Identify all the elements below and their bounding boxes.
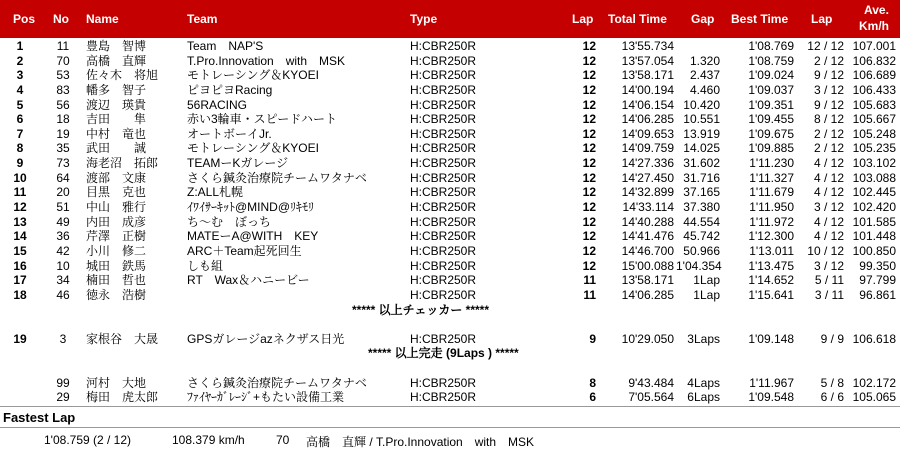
cell-no: 46	[56, 287, 70, 302]
cell-no: 83	[56, 82, 70, 97]
cell-team: RT Wax＆ハニービー	[187, 273, 310, 288]
table-row	[0, 200, 900, 215]
finished-separator: ***** 以上完走 (9Laps ) *****	[368, 346, 519, 361]
cell-gap: 37.165	[683, 185, 720, 200]
cell-no: 53	[56, 68, 70, 83]
cell-team: Team NAP'S	[187, 39, 264, 53]
cell-name: 河村 大地	[86, 375, 147, 390]
cell-no: 29	[56, 390, 70, 405]
cell-no: 34	[56, 273, 70, 288]
cell-no: 99	[56, 375, 70, 390]
cell-laps: 11	[583, 273, 596, 288]
cell-gap: 1.320	[689, 53, 720, 68]
cell-no: 19	[56, 126, 70, 141]
cell-total-time: 14'41.476	[621, 229, 674, 244]
cell-best-time: 1'11.230	[749, 156, 794, 171]
cell-avg-speed: 102.445	[852, 185, 896, 200]
cell-type: H:CBR250R	[410, 141, 477, 156]
cell-type: H:CBR250R	[410, 258, 477, 273]
cell-laps: 12	[582, 170, 596, 185]
cell-type: H:CBR250R	[410, 97, 477, 112]
cell-type: H:CBR250R	[410, 126, 477, 141]
cell-laps: 12	[582, 112, 596, 127]
table-row	[0, 112, 900, 127]
cell-gap: 10.420	[683, 97, 720, 112]
cell-best-lap: 4 / 12	[813, 214, 844, 229]
cell-best-time: 1'11.327	[749, 170, 794, 185]
cell-name: 城田 鉄馬	[86, 258, 147, 273]
cell-avg-speed: 105.683	[852, 97, 896, 112]
table-row	[0, 390, 900, 405]
cell-avg-speed: 106.433	[852, 82, 896, 97]
cell-laps: 11	[583, 287, 596, 302]
cell-best-lap: 2 / 12	[813, 126, 844, 141]
cell-team: MATEーA@WITH KEY	[187, 229, 319, 244]
not-classified-rows	[0, 376, 900, 405]
cell-type: H:CBR250R	[410, 68, 477, 83]
cell-avg-speed: 101.585	[852, 214, 896, 229]
cell-type: H:CBR250R	[410, 243, 477, 258]
table-row	[0, 156, 900, 171]
table-row	[0, 54, 900, 69]
cell-laps: 12	[582, 258, 596, 273]
cell-pos: 4	[16, 82, 24, 97]
cell-avg-speed: 106.689	[852, 68, 896, 83]
cell-pos: 8	[16, 141, 24, 156]
unfinished-rows	[0, 332, 900, 347]
cell-total-time: 14'09.759	[621, 141, 674, 156]
cell-best-lap: 4 / 12	[813, 229, 844, 244]
cell-no: 3	[59, 331, 67, 346]
cell-team: モトレーシング＆KYOEI	[187, 141, 319, 156]
cell-name: 吉田 隼	[86, 112, 147, 127]
cell-gap: 31.602	[683, 156, 720, 171]
fastest-lap-title: Fastest Lap	[0, 406, 900, 428]
cell-laps: 12	[582, 229, 596, 244]
table-row	[0, 273, 900, 288]
cell-pos: 5	[16, 97, 24, 112]
cell-name: 家根谷 大晟	[86, 331, 159, 346]
cell-pos: 7	[16, 126, 24, 141]
cell-name: 豊島 智博	[86, 39, 147, 53]
cell-best-lap: 10 / 12	[807, 243, 844, 258]
cell-gap: 1'04.354	[676, 258, 722, 273]
header-avg-line1: Ave.	[864, 3, 889, 17]
cell-best-time: 1'14.652	[748, 273, 794, 288]
cell-best-time: 1'13.475	[748, 258, 794, 273]
table-row	[0, 98, 900, 113]
cell-team: 赤い3輪車・スピードハート	[187, 112, 337, 127]
cell-pos: 2	[16, 53, 24, 68]
cell-pos: 3	[16, 68, 24, 83]
cell-laps: 12	[582, 82, 596, 97]
cell-pos: 19	[13, 331, 27, 346]
table-row	[0, 229, 900, 244]
cell-best-lap: 12 / 12	[807, 39, 844, 53]
table-row	[0, 244, 900, 259]
cell-type: H:CBR250R	[410, 390, 477, 405]
cell-best-time: 1'13.011	[749, 243, 794, 258]
header-lap: Lap	[572, 12, 594, 26]
header-best-time: Best Time	[731, 12, 789, 26]
cell-best-time: 1'09.885	[748, 141, 794, 156]
cell-avg-speed: 105.235	[852, 141, 896, 156]
cell-laps: 8	[589, 375, 596, 390]
cell-avg-speed: 103.088	[852, 170, 896, 185]
cell-gap: 1Lap	[693, 273, 720, 288]
cell-laps: 12	[582, 156, 596, 171]
table-row	[0, 68, 900, 83]
results-table	[0, 39, 900, 405]
cell-no: 18	[56, 112, 70, 127]
cell-gap: 50.966	[683, 243, 720, 258]
fastest-lap-time: 1'08.759 (2 / 12)	[44, 433, 132, 447]
table-row	[0, 171, 900, 186]
cell-team: ﾌｧｲﾔｰｶﾞﾚｰｼﾞ+もたい設備工業	[187, 390, 345, 405]
cell-avg-speed: 101.448	[852, 229, 896, 244]
cell-laps: 12	[582, 126, 596, 141]
cell-laps: 6	[589, 390, 596, 405]
cell-team: ARC＋Team起死回生	[187, 243, 302, 258]
cell-team: ピヨピヨRacing	[187, 82, 273, 97]
spacer	[0, 317, 900, 332]
cell-laps: 12	[582, 68, 596, 83]
results-header	[0, 0, 900, 38]
cell-avg-speed: 106.832	[852, 53, 896, 68]
cell-avg-speed: 102.172	[852, 375, 896, 390]
cell-team: モトレーシング＆KYOEI	[187, 68, 319, 83]
cell-laps: 12	[582, 185, 596, 200]
fastest-lap-no: 70	[276, 433, 290, 447]
cell-name: 海老沼 拓郎	[86, 156, 159, 171]
cell-name: 中山 雅行	[86, 200, 147, 215]
cell-name: 楠田 哲也	[86, 273, 147, 288]
cell-team: ち～む ぼっち	[187, 214, 272, 229]
cell-laps: 12	[582, 243, 596, 258]
cell-team: Z:ALL札幌	[187, 185, 244, 200]
cell-total-time: 14'06.285	[621, 112, 674, 127]
cell-best-lap: 2 / 12	[813, 53, 844, 68]
cell-type: H:CBR250R	[410, 39, 477, 53]
spacer	[0, 361, 900, 376]
cell-total-time: 9'43.484	[628, 375, 674, 390]
table-row	[0, 127, 900, 142]
cell-type: H:CBR250R	[410, 200, 477, 215]
cell-type: H:CBR250R	[410, 112, 477, 127]
cell-gap: 4.460	[689, 82, 720, 97]
cell-no: 36	[56, 229, 70, 244]
header-team: Team	[187, 12, 218, 26]
cell-best-lap: 5 / 11	[814, 273, 844, 288]
cell-name: 内田 成彦	[86, 214, 147, 229]
cell-laps: 12	[582, 53, 596, 68]
cell-name: 中村 竜也	[86, 126, 147, 141]
cell-best-lap: 6 / 6	[820, 390, 844, 405]
cell-team: 56RACING	[187, 97, 248, 112]
cell-best-time: 1'09.148	[748, 331, 794, 346]
cell-type: H:CBR250R	[410, 170, 477, 185]
table-row	[0, 288, 900, 303]
cell-total-time: 14'06.154	[621, 97, 674, 112]
cell-team: T.Pro.Innovation with MSK	[187, 53, 346, 68]
cell-total-time: 13'57.054	[621, 53, 674, 68]
cell-type: H:CBR250R	[410, 273, 477, 288]
cell-total-time: 13'55.734	[621, 39, 674, 53]
cell-team: さくら鍼灸治療院チームワタナベ	[187, 375, 367, 390]
cell-pos: 15	[13, 243, 27, 258]
cell-name: 渡辺 瑛貴	[86, 97, 147, 112]
cell-no: 56	[56, 97, 70, 112]
cell-no: 11	[56, 39, 70, 53]
cell-pos: 12	[13, 200, 27, 215]
cell-pos: 16	[13, 258, 27, 273]
cell-total-time: 15'00.088	[621, 258, 674, 273]
header-name: Name	[86, 12, 119, 26]
cell-avg-speed: 96.861	[859, 287, 896, 302]
cell-team: しも組	[187, 258, 224, 273]
cell-type: H:CBR250R	[410, 229, 477, 244]
cell-avg-speed: 99.350	[859, 258, 896, 273]
cell-pos: 11	[13, 185, 27, 200]
cell-best-time: 1'09.351	[748, 97, 794, 112]
cell-best-lap: 5 / 8	[820, 375, 844, 390]
table-row	[0, 39, 900, 54]
cell-total-time: 14'46.700	[621, 243, 674, 258]
cell-gap: 3Laps	[687, 331, 720, 346]
classified-rows	[0, 39, 900, 303]
cell-laps: 12	[582, 214, 596, 229]
cell-best-time: 1'08.759	[748, 53, 794, 68]
cell-total-time: 14'27.336	[621, 156, 674, 171]
cell-gap: 14.025	[683, 141, 720, 156]
cell-no: 64	[56, 170, 70, 185]
cell-pos: 6	[16, 112, 24, 127]
header-gap: Gap	[691, 12, 715, 26]
table-row	[0, 259, 900, 274]
cell-best-lap: 3 / 12	[813, 258, 844, 273]
cell-best-time: 1'11.679	[749, 185, 794, 200]
header-total-time: Total Time	[608, 12, 667, 26]
cell-total-time: 10'29.050	[621, 331, 674, 346]
cell-gap: 1Lap	[693, 287, 720, 302]
cell-best-time: 1'08.769	[748, 39, 794, 53]
cell-gap: 31.716	[683, 170, 720, 185]
cell-name: 芹澤 正樹	[86, 229, 147, 244]
cell-gap: 37.380	[683, 200, 720, 215]
header-best-lap: Lap	[811, 12, 833, 26]
cell-gap: 13.919	[683, 126, 720, 141]
cell-name: 徳永 浩樹	[86, 287, 147, 302]
cell-pos: 1	[16, 39, 24, 53]
cell-name: 梅田 虎太郎	[86, 390, 159, 405]
header-type: Type	[410, 12, 438, 26]
table-row	[0, 141, 900, 156]
cell-best-lap: 4 / 12	[813, 156, 844, 171]
cell-best-lap: 4 / 12	[813, 185, 844, 200]
cell-best-lap: 9 / 9	[820, 331, 844, 346]
cell-team: ｲﾜｲｻｰｷｯﾄ@MIND@ﾘｷﾓﾘ	[187, 200, 315, 215]
cell-avg-speed: 100.850	[852, 243, 896, 258]
cell-no: 51	[56, 200, 70, 215]
cell-pos: 14	[13, 229, 27, 244]
cell-total-time: 14'06.285	[621, 287, 674, 302]
cell-avg-speed: 103.102	[852, 156, 896, 171]
table-row	[0, 332, 900, 347]
cell-best-time: 1'09.548	[748, 390, 794, 405]
cell-gap: 2.437	[689, 68, 720, 83]
cell-best-lap: 4 / 12	[813, 170, 844, 185]
cell-best-time: 1'09.455	[748, 112, 794, 127]
cell-name: 渡部 文康	[86, 170, 147, 185]
cell-best-time: 1'11.950	[749, 200, 794, 215]
cell-type: H:CBR250R	[410, 82, 477, 97]
cell-total-time: 13'58.171	[621, 68, 674, 83]
cell-team: さくら鍼灸治療院チームワタナベ	[187, 170, 367, 185]
cell-avg-speed: 102.420	[852, 200, 896, 215]
fastest-lap-rider-team: 高橋 直輝 / T.Pro.Innovation with MSK	[306, 435, 535, 449]
cell-laps: 12	[582, 200, 596, 215]
cell-no: 70	[56, 53, 70, 68]
cell-best-lap: 3 / 12	[813, 82, 844, 97]
cell-pos: 10	[13, 170, 27, 185]
cell-no: 42	[56, 243, 70, 258]
cell-best-time: 1'09.024	[748, 68, 794, 83]
cell-type: H:CBR250R	[410, 375, 477, 390]
table-row	[0, 376, 900, 391]
cell-name: 小川 修二	[86, 243, 147, 258]
header-no: No	[53, 12, 69, 26]
cell-avg-speed: 105.667	[852, 112, 896, 127]
cell-type: H:CBR250R	[410, 53, 477, 68]
cell-total-time: 7'05.564	[628, 390, 674, 405]
cell-team: GPSガレージazネクザス日光	[187, 331, 345, 346]
cell-gap: 4Laps	[687, 375, 720, 390]
cell-no: 20	[56, 185, 70, 200]
cell-total-time: 14'40.288	[621, 214, 674, 229]
cell-total-time: 14'33.114	[622, 200, 674, 215]
cell-gap: 10.551	[683, 112, 720, 127]
cell-best-time: 1'15.641	[748, 287, 794, 302]
cell-total-time: 13'58.171	[621, 273, 674, 288]
cell-best-lap: 2 / 12	[813, 141, 844, 156]
cell-pos: 18	[13, 287, 27, 302]
cell-name: 佐々木 将旭	[86, 68, 159, 83]
cell-best-lap: 9 / 12	[813, 97, 844, 112]
header-pos: Pos	[13, 12, 36, 26]
cell-laps: 12	[582, 39, 596, 53]
cell-type: H:CBR250R	[410, 287, 477, 302]
cell-no: 35	[56, 141, 70, 156]
cell-avg-speed: 107.001	[852, 39, 896, 53]
cell-name: 目黒 克也	[86, 185, 147, 200]
cell-type: H:CBR250R	[410, 331, 477, 346]
checker-separator: ***** 以上チェッカー *****	[352, 302, 490, 317]
table-row	[0, 185, 900, 200]
cell-best-time: 1'11.967	[749, 375, 794, 390]
cell-best-lap: 8 / 12	[813, 112, 844, 127]
header-avg-line2: Km/h	[859, 19, 889, 33]
fastest-lap-speed: 108.379 km/h	[172, 433, 245, 447]
cell-best-time: 1'09.037	[748, 82, 794, 97]
cell-pos: 17	[13, 273, 27, 288]
cell-laps: 12	[582, 97, 596, 112]
cell-best-time: 1'11.972	[749, 214, 794, 229]
table-row	[0, 215, 900, 230]
cell-pos: 13	[13, 214, 27, 229]
cell-type: H:CBR250R	[410, 156, 477, 171]
cell-best-time: 1'12.300	[748, 229, 794, 244]
cell-best-time: 1'09.675	[748, 126, 794, 141]
cell-gap: 45.742	[683, 229, 720, 244]
cell-gap: 6Laps	[687, 390, 720, 405]
cell-total-time: 14'27.450	[621, 170, 674, 185]
cell-best-lap: 3 / 11	[814, 287, 844, 302]
cell-type: H:CBR250R	[410, 214, 477, 229]
cell-avg-speed: 105.248	[852, 126, 896, 141]
cell-team: オートボーイJr.	[187, 126, 272, 141]
cell-avg-speed: 105.065	[852, 390, 896, 405]
cell-gap: 44.554	[683, 214, 720, 229]
cell-no: 73	[56, 156, 70, 171]
cell-total-time: 14'32.899	[621, 185, 674, 200]
cell-pos: 9	[16, 156, 24, 171]
cell-avg-speed: 97.799	[859, 273, 896, 288]
cell-type: H:CBR250R	[410, 185, 477, 200]
cell-name: 武田 誠	[86, 141, 147, 156]
cell-best-lap: 3 / 12	[813, 200, 844, 215]
cell-best-lap: 9 / 12	[813, 68, 844, 83]
cell-total-time: 14'09.653	[621, 126, 674, 141]
cell-total-time: 14'00.194	[621, 82, 674, 97]
cell-laps: 9	[589, 331, 596, 346]
cell-no: 49	[56, 214, 70, 229]
cell-laps: 12	[582, 141, 596, 156]
cell-name: 幡多 智子	[86, 82, 147, 97]
cell-no: 10	[56, 258, 70, 273]
cell-team: TEAMーKガレージ	[187, 156, 289, 171]
cell-name: 高橋 直輝	[86, 53, 147, 68]
cell-avg-speed: 106.618	[852, 331, 896, 346]
table-row	[0, 83, 900, 98]
